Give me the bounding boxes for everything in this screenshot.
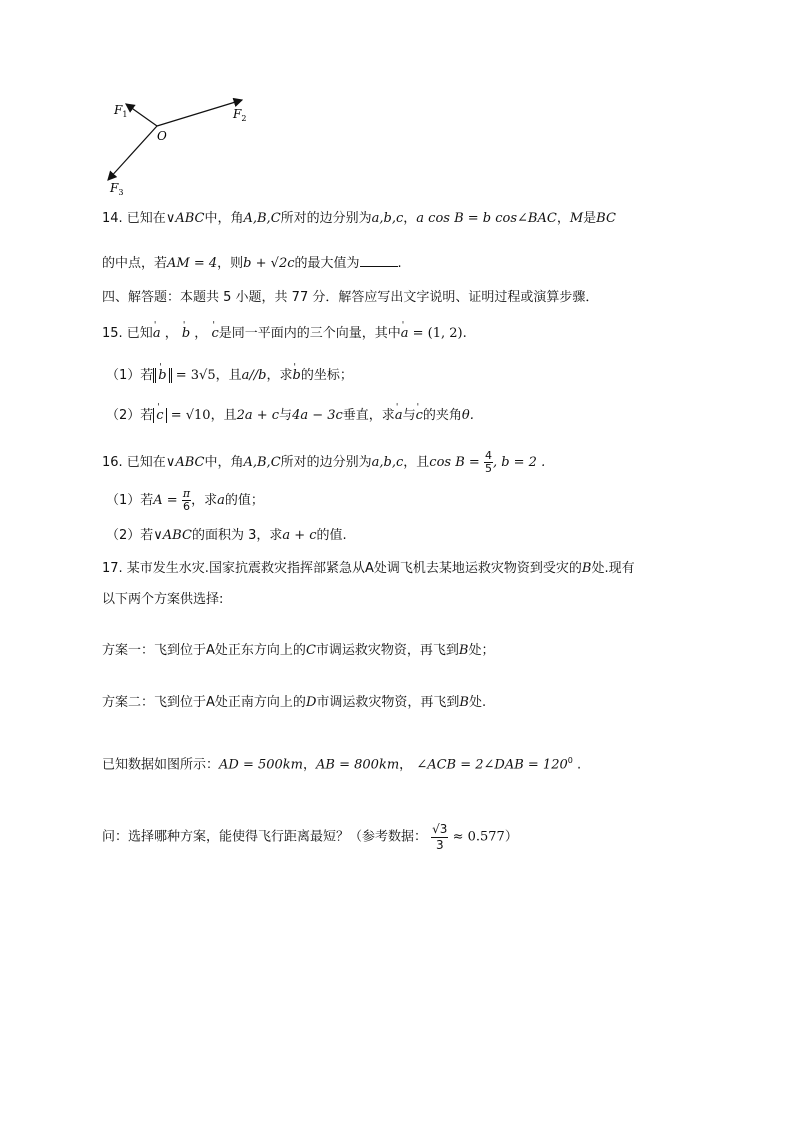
q16-text: ，且 <box>403 455 430 470</box>
q14-sides: a,b,c <box>371 211 404 226</box>
q14-text: 14. 已知在 <box>102 211 166 226</box>
q15-text: 15. 已知 <box>102 326 153 341</box>
q16-text: 的值. <box>316 528 347 543</box>
q15-text: （2）若 <box>106 408 154 423</box>
q14-text: . <box>397 256 402 271</box>
q14-m: M <box>569 211 584 226</box>
vector-a: ' a <box>401 326 409 342</box>
q14-line-1 <box>102 211 616 227</box>
q15-part-1 <box>106 368 353 384</box>
q17-point-b: B <box>581 561 592 576</box>
q17-point-d: D <box>305 695 317 710</box>
q16-text: 16. 已知在 <box>102 455 166 470</box>
label-f2: $F_2$ <box>233 107 247 123</box>
q16-cos: cos B = <box>429 455 480 470</box>
section-4-heading: 四、解答题：本题共 5 小题，共 77 分．解答应写出文字说明、证明过程或演算步骤． <box>102 290 599 305</box>
q16-part-1 <box>106 488 264 513</box>
q17-plan-2 <box>102 695 486 711</box>
q15-text: 的坐标； <box>300 368 353 383</box>
q16-fraction: $\frac{4}{5}$ <box>484 449 492 475</box>
q17-text: 市调运救灾物资，再飞到 <box>316 695 460 710</box>
answer-blank[interactable] <box>360 254 398 267</box>
q14-condition: a cos B = b cos∠BAC <box>416 211 557 226</box>
q16-triangle: ∨ABC <box>153 528 192 543</box>
q16-angle-a: A = <box>153 493 178 508</box>
q15-expr-2: 4a − 3c <box>292 408 343 423</box>
q15-norm-value: = √10 <box>170 408 211 423</box>
q14-text: 中，角 <box>204 211 244 226</box>
q16-text: 的值； <box>224 493 264 508</box>
q15-expr-1: 2a + c <box>236 408 280 423</box>
q16-text: （2）若 <box>106 528 154 543</box>
q14-angles: A,B,C <box>243 211 281 226</box>
q17-text: 处正东方向上的 <box>214 643 306 658</box>
q17-text: 市调运救灾物资，再飞到 <box>315 643 459 658</box>
q17-ad: AD = 500km <box>219 757 304 773</box>
vector-f3-arrow <box>108 126 157 180</box>
label-f3: $F_3$ <box>110 181 124 197</box>
q14-text: ， <box>403 211 417 226</box>
q17-point-b: B <box>458 643 469 658</box>
q17-text: . <box>576 757 582 773</box>
vector-b: ' b <box>182 326 190 342</box>
q16-part-2 <box>106 528 347 544</box>
q17-text: 处； <box>468 643 495 658</box>
q15-text: 与 <box>402 408 416 423</box>
q17-line-1 <box>102 561 635 577</box>
q15-text: ，且 <box>210 408 237 423</box>
q14-text: 所对的边分别为 <box>280 211 372 226</box>
q15-norm-value: = 3√5 <box>175 368 216 383</box>
q14-text: 的中点，若 <box>102 256 168 271</box>
vector-c: ' c <box>416 408 423 424</box>
q17-text: 已知数据如图所示： <box>102 757 220 773</box>
q14-text: ， <box>556 211 570 226</box>
q17-ab: AB = 800km <box>316 757 400 773</box>
vector-b: ' b <box>292 368 300 384</box>
q17-text: 方案二：飞到位于 <box>102 695 207 710</box>
q16-angles: A,B,C <box>243 455 281 470</box>
q15-line-1: 15. 已知' a ， ' b ， ' c是同一平面内的三个向量，其中' a = (1, 2). <box>102 326 467 342</box>
q15-text: 的夹角 <box>422 408 462 423</box>
q14-line-2 <box>102 254 402 272</box>
vector-f1-arrow <box>126 104 157 126</box>
q14-expr-b: b + <box>243 256 271 271</box>
q14-triangle: ∨ABC <box>165 211 205 226</box>
q16-b-value: , b = 2 . <box>492 455 546 470</box>
q16-text: 中，角 <box>204 455 244 470</box>
vector-f2-arrow <box>157 100 242 126</box>
q14-text: ，则 <box>217 256 244 271</box>
vector-c: ' c <box>211 326 218 342</box>
q16-pi-fraction: $\frac{\pi}{6}$ <box>182 487 191 513</box>
q17-text: 方案一：飞到位于 <box>102 643 207 658</box>
vector-a: ' a <box>395 408 403 424</box>
norm-b: ' b <box>153 368 171 383</box>
q16-text: （1）若 <box>106 493 154 508</box>
q15-a-value: = (1, 2). <box>412 326 467 341</box>
q15-parallel: a//b <box>241 368 267 383</box>
q17-text: ， <box>399 757 413 773</box>
q14-expr-sqrt: √2c <box>270 256 295 271</box>
q16-text: ，求 <box>191 493 218 508</box>
q17-text: ） <box>504 829 518 845</box>
q17-line-2: 以下两个方案供选择: <box>102 592 224 607</box>
q17-point-b: B <box>459 695 469 710</box>
q17-text: 处正南方向上的 <box>214 695 306 710</box>
q17-text: 问：选择哪种方案，能使得飞行距离最短？（参考数据： <box>102 829 428 845</box>
q17-question <box>102 822 518 853</box>
vector-a: ' a <box>153 326 161 342</box>
q14-text: 是 <box>583 211 597 226</box>
q17-ref-fraction: $\frac{√3}{3}$ <box>432 822 448 852</box>
q14-text: 的最大值为 <box>294 256 360 271</box>
norm-c: ' c <box>153 408 166 423</box>
q17-text: 处调飞机去某地运救灾物资到受灾的 <box>373 561 582 576</box>
q15-part-2 <box>106 408 474 424</box>
q15-text: ，求 <box>266 368 293 383</box>
q17-data <box>102 753 581 773</box>
q17-text: ， <box>303 757 317 773</box>
label-f1: $F_1$ <box>114 103 128 119</box>
q14-am: AM = 4 <box>167 256 218 271</box>
q16-expr: a + c <box>282 528 317 543</box>
q15-text: （1）若 <box>106 368 154 383</box>
q17-point-c: C <box>305 643 316 658</box>
q17-text: 处.现有 <box>591 561 635 576</box>
q16-var-a: a <box>217 493 225 508</box>
q14-bc: BC <box>596 211 616 226</box>
q17-ref-value: ≈ 0.577 <box>452 829 505 845</box>
q17-point-a: A <box>206 695 215 710</box>
q15-text: 与 <box>279 408 293 423</box>
force-diagram <box>100 92 260 202</box>
q15-theta: θ. <box>461 408 474 423</box>
q17-point-a: A <box>364 561 374 576</box>
q17-point-a: A <box>206 643 215 658</box>
q17-text: 17. 某市发生水灾.国家抗震救灾指挥部紧急从 <box>102 561 365 576</box>
q16-sides: a,b,c <box>371 455 404 470</box>
q16-text: 的面积为 3，求 <box>191 528 283 543</box>
q17-text: 处. <box>468 695 487 710</box>
q15-text: 垂直，求 <box>342 408 395 423</box>
q16-triangle: ∨ABC <box>165 455 205 470</box>
q16-text: 所对的边分别为 <box>280 455 372 470</box>
q15-text: 是同一平面内的三个向量，其中 <box>218 326 401 341</box>
q17-degree: 0 <box>567 756 573 765</box>
q16-line-1 <box>102 450 545 475</box>
q15-text: ，且 <box>215 368 242 383</box>
label-origin: O <box>157 129 167 143</box>
q17-angle: ∠ACB = 2∠DAB = 120 <box>416 757 568 773</box>
q17-plan-1 <box>102 643 494 659</box>
